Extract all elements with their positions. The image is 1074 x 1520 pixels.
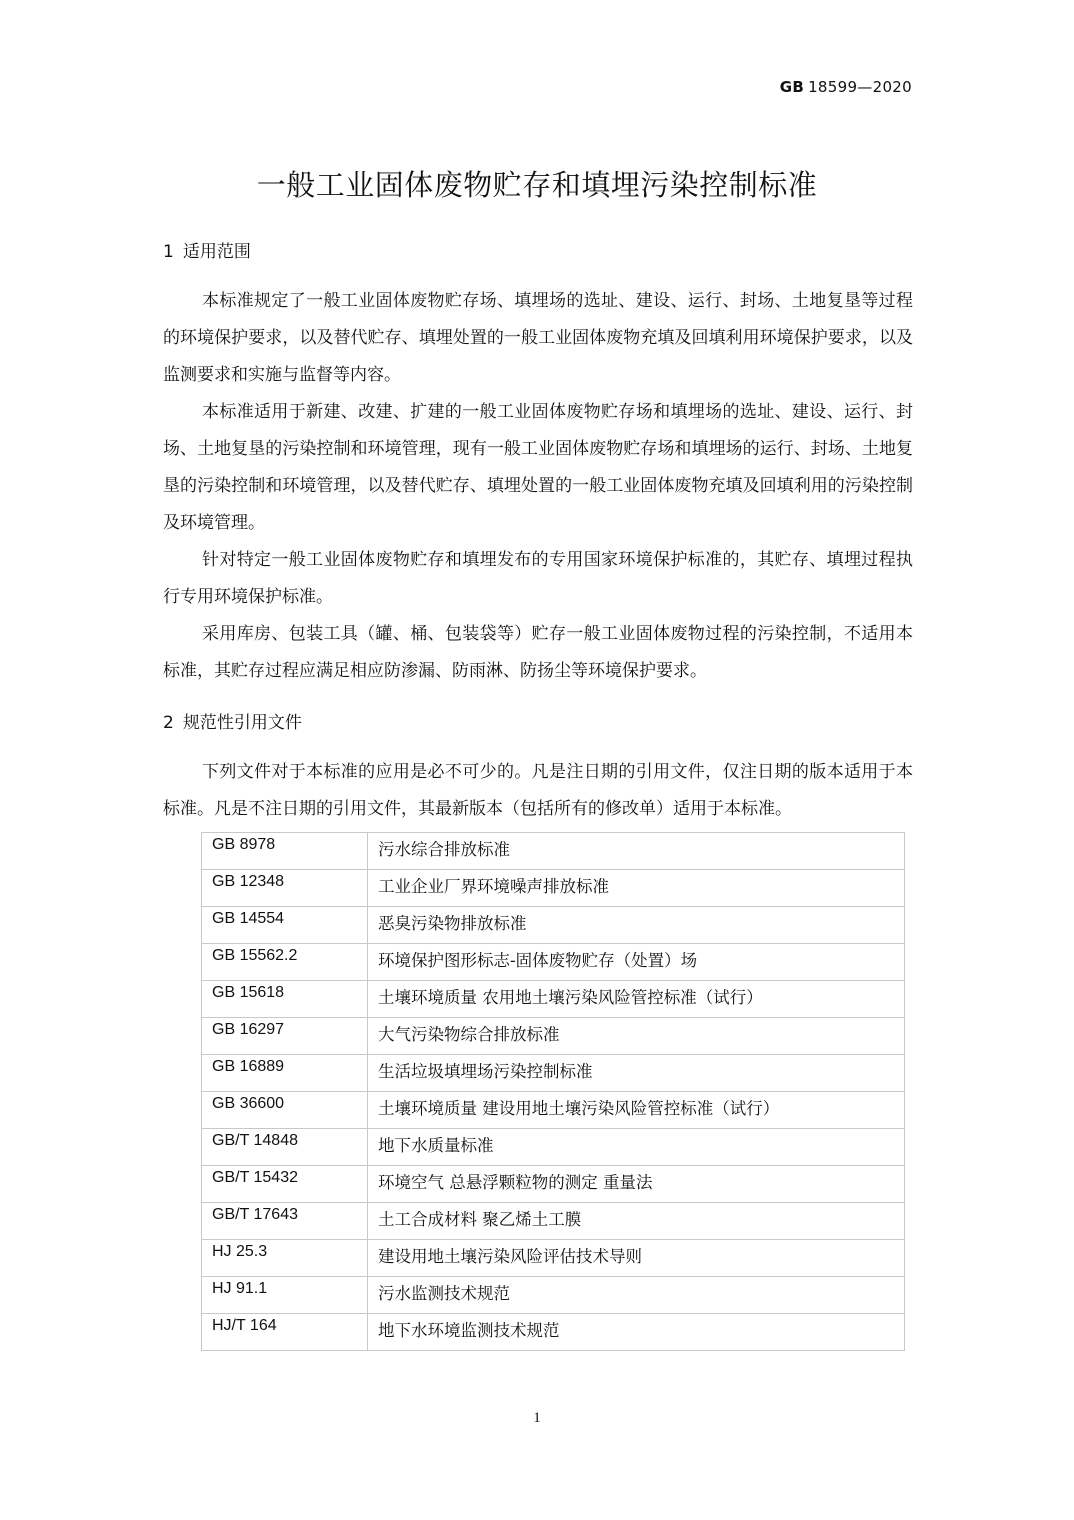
reference-code: GB 8978: [202, 833, 368, 870]
reference-name: 土工合成材料 聚乙烯土工膜: [368, 1203, 905, 1240]
paragraph-scope-1: 本标准规定了一般工业固体废物贮存场、填埋场的选址、建设、运行、封场、土地复垦等过程的环境保护要求，以及替代贮存、填埋处置的一般工业固体废物充填及回填利用环境保护要求，以及监测要求和实施与监督等内容。: [163, 291, 913, 385]
table-row: [202, 1277, 905, 1314]
table-row: [202, 1129, 905, 1166]
table-row: [202, 1203, 905, 1240]
reference-code: HJ 91.1: [202, 1277, 368, 1314]
page-number: 1: [533, 1410, 541, 1426]
reference-code: GB 12348: [202, 870, 368, 907]
reference-code: GB 15562.2: [202, 944, 368, 981]
reference-name: 污水监测技术规范: [368, 1277, 905, 1314]
reference-name: 污水综合排放标准: [368, 833, 905, 870]
reference-code: GB/T 15432: [202, 1166, 368, 1203]
table-row: [202, 944, 905, 981]
reference-code: GB 36600: [202, 1092, 368, 1129]
reference-name: 大气污染物综合排放标准: [368, 1018, 905, 1055]
section-title: 规范性引用文件: [182, 713, 302, 733]
section-number: 2: [163, 713, 174, 733]
table-row: [202, 981, 905, 1018]
table-row: [202, 833, 905, 870]
paragraph-scope-3: 针对特定一般工业固体废物贮存和填埋发布的专用国家环境保护标准的，其贮存、填埋过程执行专用环境保护标准。: [163, 550, 913, 607]
reference-code: GB 15618: [202, 981, 368, 1018]
reference-code: GB/T 14848: [202, 1129, 368, 1166]
paragraph-scope-4: 采用库房、包装工具（罐、桶、包装袋等）贮存一般工业固体废物过程的污染控制，不适用本标准，其贮存过程应满足相应防渗漏、防雨淋、防扬尘等环境保护要求。: [163, 624, 913, 681]
reference-name: 土壤环境质量 农用地土壤污染风险管控标准（试行）: [368, 981, 905, 1018]
reference-name: 地下水质量标准: [368, 1129, 905, 1166]
reference-code: HJ/T 164: [202, 1314, 368, 1351]
reference-name: 建设用地土壤污染风险评估技术导则: [368, 1240, 905, 1277]
normative-references-table: [201, 832, 905, 1351]
reference-name: 环境保护图形标志-固体废物贮存（处置）场: [368, 944, 905, 981]
reference-code: HJ 25.3: [202, 1240, 368, 1277]
paragraph-references-intro: 下列文件对于本标准的应用是必不可少的。凡是注日期的引用文件，仅注日期的版本适用于本标准。凡是不注日期的引用文件，其最新版本（包括所有的修改单）适用于本标准。: [163, 762, 913, 819]
table-row: [202, 870, 905, 907]
section-heading-scope: [163, 237, 251, 262]
paragraph-scope-2: 本标准适用于新建、改建、扩建的一般工业固体废物贮存场和填埋场的选址、建设、运行、封场、土地复垦的污染控制和环境管理，现有一般工业固体废物贮存场和填埋场的运行、封场、土地复垦的污染控制和环境管理，以及替代贮存、填埋处置的一般工业固体废物充填及回填利用的污染控制及环境管理。: [163, 402, 913, 533]
table-row: [202, 1314, 905, 1351]
table-row: [202, 907, 905, 944]
standard-number: 18599—2020: [808, 78, 912, 96]
table-row: [202, 1018, 905, 1055]
standard-prefix: GB: [779, 78, 805, 96]
reference-name: 恶臭污染物排放标准: [368, 907, 905, 944]
table-row: [202, 1166, 905, 1203]
table-row: [202, 1055, 905, 1092]
reference-name: 工业企业厂界环境噪声排放标准: [368, 870, 905, 907]
section-title: 适用范围: [182, 242, 251, 262]
reference-code: GB 14554: [202, 907, 368, 944]
reference-name: 地下水环境监测技术规范: [368, 1314, 905, 1351]
reference-code: GB 16889: [202, 1055, 368, 1092]
reference-name: 环境空气 总悬浮颗粒物的测定 重量法: [368, 1166, 905, 1203]
standard-code: [780, 78, 912, 96]
reference-code: GB 16297: [202, 1018, 368, 1055]
table-row: [202, 1240, 905, 1277]
section-number: 1: [163, 242, 174, 262]
reference-name: 土壤环境质量 建设用地土壤污染风险管控标准（试行）: [368, 1092, 905, 1129]
table-row: [202, 1092, 905, 1129]
section-heading-references: [163, 708, 302, 733]
document-title: 一般工业固体废物贮存和填埋污染控制标准: [256, 168, 818, 202]
reference-code: GB/T 17643: [202, 1203, 368, 1240]
reference-name: 生活垃圾填埋场污染控制标准: [368, 1055, 905, 1092]
